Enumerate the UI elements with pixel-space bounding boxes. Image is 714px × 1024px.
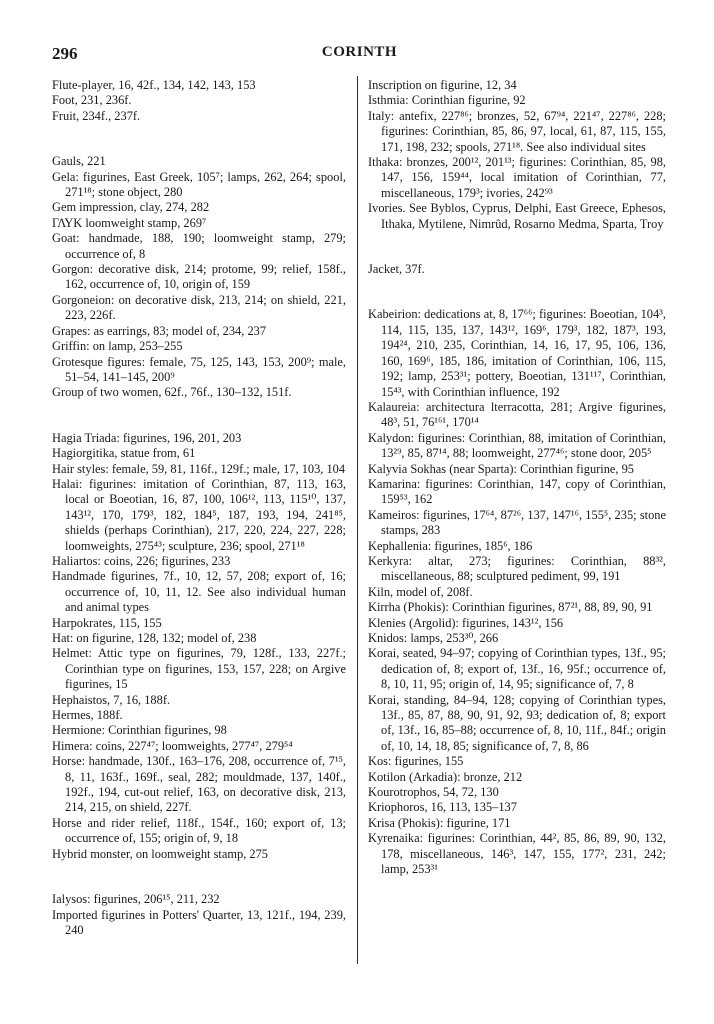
index-entry: Jacket, 37f. <box>368 262 425 277</box>
index-entry: Grotesque figures: female, 75, 125, 143, 153, 200⁹; male, 51–54, 141–145, 200⁹ <box>52 354 346 384</box>
index-entry: Gorgon: decorative disk, 214; protome, 99; relief, 158f., 162, occurrence of, 10, origin of, 159 <box>52 262 346 292</box>
index-column-right <box>368 78 666 878</box>
index-entry: Kriophoros, 16, 113, 135–137 <box>368 800 517 815</box>
index-entry: Kalydon: figurines: Corinthian, 88, imitation of Corinthian, 13²⁹, 85, 87¹⁴, 88; loomweight, 277⁴⁶; stone door, 205⁵ <box>368 430 666 461</box>
index-entry: Horse: handmade, 130f., 163–176, 208, occurrence of, 7¹⁵, 8, 11, 163f., 169f., seal, 282; mouldmade, 137, 140f., 192f., 194, cut-out relief, 163, on decorative disk, 213, 214, 215, on shield, 227f. <box>52 754 346 815</box>
index-entry: Kiln, model of, 208f. <box>368 584 473 599</box>
running-title: CORINTH <box>321 44 398 60</box>
index-column-left <box>52 78 346 938</box>
index-entry: Gorgoneion: on decorative disk, 213, 214; on shield, 221, 223, 226f. <box>52 292 346 323</box>
index-entry: Hermes, 188f. <box>52 708 123 723</box>
column-divider <box>357 76 358 964</box>
page-number: 296 <box>52 44 78 63</box>
index-entry: Kalaureia: architectura lterracotta, 281; Argive figurines, 48³, 51, 76¹⁶¹, 170¹⁴ <box>368 399 666 430</box>
index-entry: Ivories. See Byblos, Cyprus, Delphi, East Greece, Ephesos, Ithaka, Mytilene, Nimrûd, Rosarno Medma, Sparta, Troy <box>368 201 666 231</box>
index-entry: Gem impression, clay, 274, 282 <box>52 200 210 215</box>
index-entry: Kotilon (Arkadia): bronze, 212 <box>368 769 523 784</box>
index-entry: Horse and rider relief, 118f., 154f., 160; export of, 13; occurrence of, 155; origin of, 9, 18 <box>52 815 346 846</box>
index-entry: Hermione: Corinthian figurines, 98 <box>52 723 227 738</box>
index-entry: Hair styles: female, 59, 81, 116f., 129f.; male, 17, 103, 104 <box>52 461 346 476</box>
index-entry: Kameiros: figurines, 17⁶⁴, 87²⁶, 137, 147¹⁶, 155⁵, 235; stone stamps, 283 <box>368 507 666 538</box>
index-entry: Kamarina: figurines: Corinthian, 147, copy of Corinthian, 159⁵³, 162 <box>368 476 666 507</box>
index-entry: Knidos: lamps, 253³⁰, 266 <box>368 631 499 645</box>
index-entry: Group of two women, 62f., 76f., 130–132, 151f. <box>52 385 292 400</box>
index-entry: Hephaistos, 7, 16, 188f. <box>52 692 171 707</box>
index-entry: Griffin: on lamp, 253–255 <box>52 339 183 354</box>
index-entry: Korai, seated, 94–97; copying of Corinthian types, 13f., 95; dedication of, 8; export of, 13f., 16, 95f.; occurrence of, 8, 10, 11, 95; origin of, 14, 95; significance of, 7, 8 <box>368 646 666 692</box>
index-entry: Kos: figurines, 155 <box>368 754 464 769</box>
index-entry: Inscription on figurine, 12, 34 <box>368 78 517 92</box>
index-entry: Korai, standing, 84–94, 128; copying of Corinthian types, 13f., 85, 87, 88, 90, 91, 92, 93; dedication of, 8; export of, 13f., 16, 85–88; occurrence of, 8, 10, 11f., 84f.; origin of, 10, 14, 18, 85; significance of, 7, 8, 86 <box>368 692 666 753</box>
index-entry: Ialysos: figurines, 206¹⁵, 211, 232 <box>52 892 220 907</box>
index-entry: Kephallenia: figurines, 185⁶, 186 <box>368 538 533 553</box>
index-entry: Isthmia: Corinthian figurine, 92 <box>368 93 526 108</box>
index-entry: Fruit, 234f., 237f. <box>52 108 141 123</box>
index-entry: Hybrid monster, on loomweight stamp, 275 <box>52 846 268 861</box>
index-entry: Italy: antefix, 227⁸⁶; bronzes, 52, 67⁹⁴, 221⁴⁷, 227⁸⁶, 228; figurines: Corinthian, 85, 86, 97, local, 61, 87, 115, 155, 171, 198, 232; spools, 271¹⁸. See also individual sites <box>368 108 666 154</box>
index-entry: Kerkyra: altar, 273; figurines: Corinthian, 88³², miscellaneous, 88; sculptured pediment, 99, 191 <box>368 553 666 584</box>
index-entry: Foot, 231, 236f. <box>52 93 132 108</box>
index-entry: Ithaka: bronzes, 200¹², 201¹³; figurines: Corinthian, 85, 98, 147, 156, 159⁴⁴, local imitation of Corinthian, 77, miscellaneous, 179³; ivories, 242⁹³ <box>368 155 666 200</box>
index-entry: Harpokrates, 115, 155 <box>52 615 162 630</box>
index-entry: Haliartos: coins, 226; figurines, 233 <box>52 553 231 568</box>
index-entry: Hagia Triada: figurines, 196, 201, 203 <box>52 430 242 445</box>
index-entry: ΓΛΥΚ loomweight stamp, 269⁷ <box>52 215 207 230</box>
index-entry: Gauls, 221 <box>52 154 106 169</box>
index-entry: Kyrenaika: figurines: Corinthian, 44², 85, 86, 89, 90, 132, 178, miscellaneous, 146³, 147, 155, 177², 231, 242; lamp, 253³¹ <box>368 831 666 877</box>
index-entry: Halai: figurines: imitation of Corinthian, 87, 113, 163, local or Boeotian, 16, 87, 100, 106¹², 113, 115¹⁰, 137, 143¹², 170, 179³, 182, 184⁵, 187, 193, 194, 241⁸⁵, shields (perhaps Corinthian), 217, 220, 224, 227, 228; loomweights, 275⁴³; sculpture, 236; spool, 271¹⁸ <box>52 476 346 553</box>
index-entry: Handmade figurines, 7f., 10, 12, 57, 208; export of, 16; occurrence of, 10, 11, 12. See also individual human and animal types <box>52 569 346 615</box>
index-entry: Kourotrophos, 54, 72, 130 <box>368 785 499 800</box>
index-entry: Krisa (Phokis): figurine, 171 <box>368 815 511 830</box>
index-entry: Kabeirion: dedications at, 8, 17⁶⁶; figurines: Boeotian, 104³, 114, 115, 135, 137, 143¹², 169⁶, 179³, 182, 187³, 193, 194²⁴, 210, 235, Corinthian, 14, 16, 17, 95, 106, 136, 160, 169⁶, 185, 186, imitation of Corinthian, 106, 115, 192; lamp, 253³¹; pottery, Boeotian, 131¹¹⁷, Corinthian, 15⁴³, with Corinthian influence, 192 <box>368 307 666 399</box>
index-entry: Grapes: as earrings, 83; model of, 234, 237 <box>52 323 267 338</box>
index-entry: Goat: handmade, 188, 190; loomweight stamp, 279; occurrence of, 8 <box>52 231 346 261</box>
index-entry: Flute-player, 16, 42f., 134, 142, 143, 153 <box>52 78 256 92</box>
index-entry: Kirrha (Phokis): Corinthian figurines, 87²¹, 88, 89, 90, 91 <box>368 600 653 615</box>
index-entry: Imported figurines in Potters' Quarter, 13, 121f., 194, 239, 240 <box>52 907 346 937</box>
page-header <box>52 44 667 66</box>
index-entry: Klenies (Argolid): figurines, 143¹², 156 <box>368 615 564 630</box>
index-entry: Gela: figurines, East Greek, 105⁷; lamps, 262, 264; spool, 271¹⁸; stone object, 280 <box>52 169 346 200</box>
index-entry: Hagiorgitika, statue from, 61 <box>52 446 196 461</box>
index-entry: Hat: on figurine, 128, 132; model of, 238 <box>52 631 257 645</box>
index-entry: Kalyvia Sokhas (near Sparta): Corinthian figurine, 95 <box>368 461 634 476</box>
index-entry: Helmet: Attic type on figurines, 79, 128f., 133, 227f.; Corinthian type on figurines, 153, 157, 228; on Argive figurines, 15 <box>52 646 346 692</box>
index-entry: Himera: coins, 227⁴⁷; loomweights, 277⁴⁷, 279⁵⁴ <box>52 738 293 753</box>
